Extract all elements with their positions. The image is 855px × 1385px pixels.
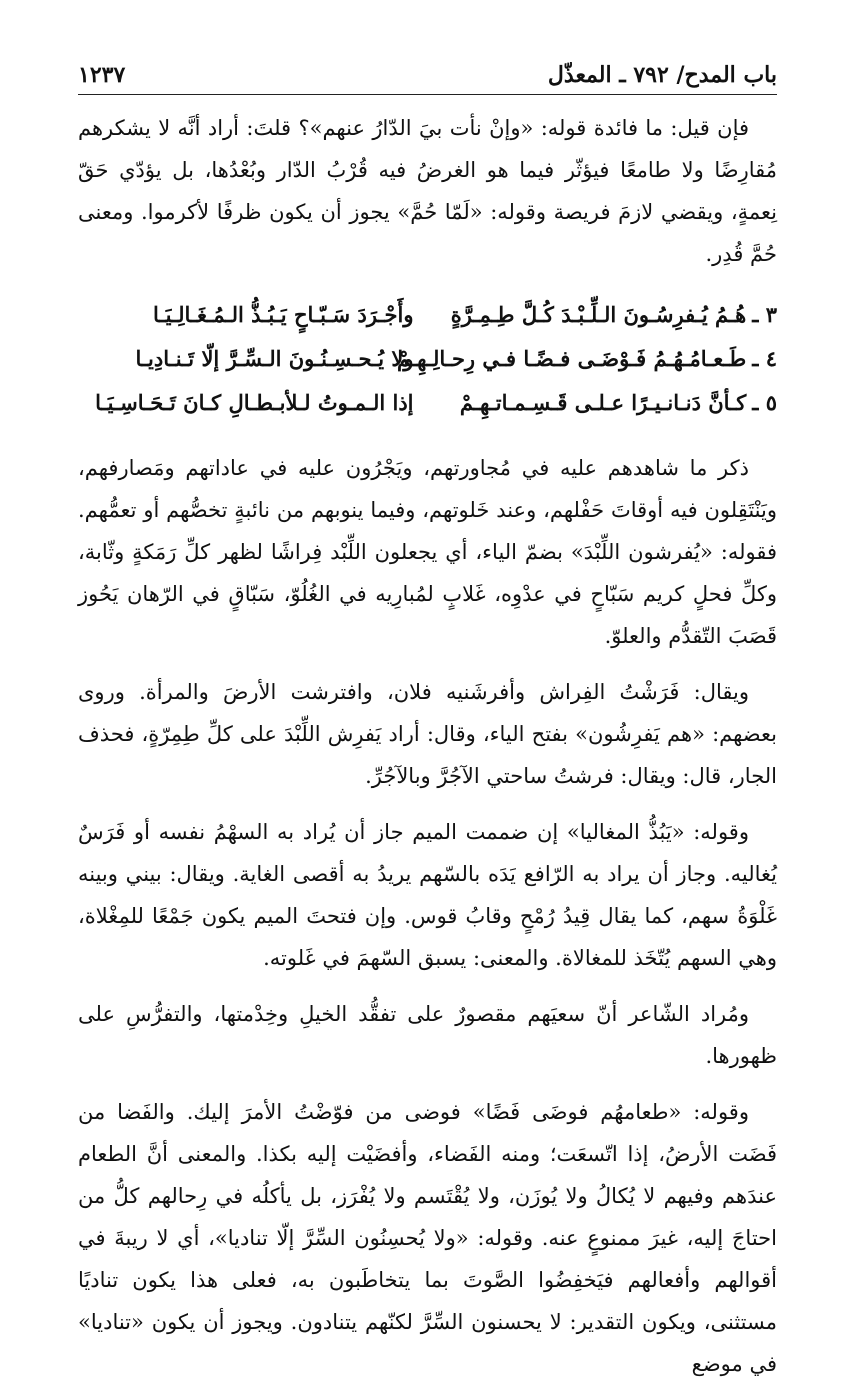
verse-number: ٤ ـ	[752, 346, 777, 371]
page-number: ١٢٣٧	[78, 62, 126, 88]
header-title: باب المدح/ ٧٩٢ ـ المعذّل	[547, 62, 777, 88]
verse-first-hemistich: ٣ ـهُـمُ يُـفرِسُـونَ الـلِّـبْـدَ كُـلَّ طِـمِـرَّةٍ	[469, 293, 777, 337]
paragraph: ويقال: فَرَشْتُ الفِراش وأفرشَنيه فلان، وافترشت الأرضَ والمرأة. وروى بعضهم: «هم يَفرِشُون» بفتح الياء، وقال: أراد يَفرِش اللِّبْدَ على كلِّ طِمِرّةٍ، فحذف الجار، قال: ويقال: فرشتُ ساحتي الآجُرَّ وبالآجُرِّ.	[78, 680, 777, 788]
paragraph: فإن قيل: ما فائدة قوله: «وإنْ نأت بيَ الدّارُ عنهم»؟ قلتَ: أراد أنَّه لا يشكرهم مُقارِضًا ولا طامعًا فيؤثّر فيما هو الغرضُ فيه قُرْبُ الدّار وبُعْدُها، بل يؤدّي حَقّ نِعمةٍ، ويقضي لازمَ فريصة وقوله: «لَمّا حُمَّ» يجوز أن يكون ظرفًا لأكرموا. ومعنى حُمَّ قُدِر.	[78, 116, 777, 266]
verse-second-hemistich: وأَجْـرَدَ سَـبّـاحٍ يَـبُـذُّ الـمُـغَـالِـيَـا	[153, 302, 414, 327]
verse	[78, 293, 777, 337]
verse-number: ٣ ـ	[752, 302, 777, 327]
verse-number: ٥ ـ	[752, 390, 777, 415]
paragraph: وقوله: «طعامهُم فوضَى فَضًا» فوضى من فوّضْتُ الأمرَ إليك. والفَضا من فَضَت الأرضُ، إذا اتّسعَت؛ ومنه الفَضاء، وأفضَيْت إليه بكذا. والمعنى أنَّ الطعام عندَهم وفيهم لا يُكالُ ولا يُوزَن، ولا يُقْتَسم ولا يُفْرَز، بل يأكلُه في رِحالهم كلُّ من احتاجَ إليه، غيرَ ممنوعٍ عنه. وقوله: «ولا يُحسِنُون السِّرَّ إلّا تناديا»، أي لا ريبةَ في أقوالهم وأفعالهم فيَخفِضُوا الصَّوتَ بما يتخاطَبون به، فعلى هذا يكون تناديًا مستثنى، ويكون التقدير: لا يحسنون السِّرَّ لكنّهم يتنادون. ويجوز أن يكون «تناديا» في موضع	[78, 1100, 777, 1376]
verse-second-hemistich: ولا يُـحـسِـنُـونَ الـسِّـرَّ إلّا تَـنـادِيـا	[135, 346, 414, 371]
poem	[78, 293, 777, 425]
verse-first-hemistich: ٤ ـطَـعـامُـهُـمُ فَـوْضَـى فـضًـا فـي رِحـالِـهِـمْ	[469, 337, 777, 381]
paragraph: ذكر ما شاهدهم عليه في مُجاورتهم، ويَجْرُون عليه في عاداتهم ومَصارفهم، ويَنْتَقِلون فيه أوقاتَ حَفْلهم، وعند خَلوتهم، وفيما ينوبهم من نائبةٍ تخصُّهم أو تعمُّهم. فقوله: «يُفرشون اللِّبْدَ» بضمّ الياء، أي يجعلون اللِّبْد فِراشًا لظهر كلِّ رَمَكةٍ وثّابة، وكلِّ فحلٍ كريم سَبّاحٍ في عدْوِه، غَلابٍ لمُبارِيه في الغُلُوّ، سَبّاقٍ في الرّهان يَحُوز قَصَبَ التّقدُّم والعلوّ.	[78, 456, 777, 648]
paragraph: ومُراد الشّاعر أنّ سعيَهم مقصورٌ على تفقُّد الخيلِ وخِدْمتها، والتفرُّسِ على ظهورها.	[78, 1002, 777, 1068]
verse-first-hemistich: ٥ ـكـأنَّ دَنـانـيـرًا عـلـى قَـسِـمـاتـهِـمْ	[469, 381, 777, 425]
running-head	[78, 62, 777, 95]
paragraph: وقوله: «يَبُذُّ المغاليا» إن ضممت الميم جاز أن يُراد به السهْمُ نفسه أو فَرَسٌ يُغاليه. وجاز أن يراد به الرّافع يَدَه بالسّهم يريدُ به أقصى الغاية. ويقال: بيني وبينه غَلْوَةُ سهم، كما يقال قِيدُ رُمْحٍ وقابُ قوس. وإن فتحتَ الميم يكون جَمْعًا للمِغْلاة، وهي السهم يُتّخَذ للمغالاة. والمعنى: يسبق السّهمَ في غَلوته.	[78, 820, 777, 970]
verse	[78, 381, 777, 425]
verse-second-hemistich: إذا الـمـوتُ لـلأبـطـالِ كـانَ تَـحَـاسِـيَـا	[95, 390, 414, 415]
verse	[78, 337, 777, 381]
